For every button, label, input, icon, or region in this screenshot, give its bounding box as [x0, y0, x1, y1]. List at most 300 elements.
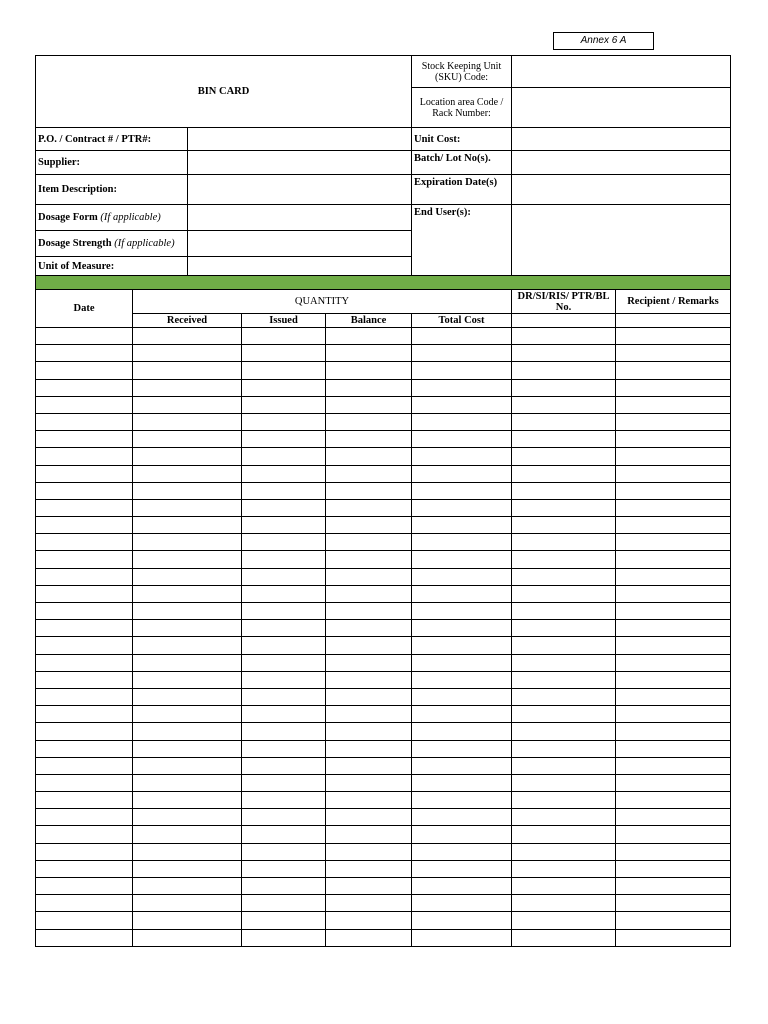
issued-cell[interactable] — [242, 878, 326, 895]
date-cell[interactable] — [36, 740, 133, 757]
balance-cell[interactable] — [326, 706, 412, 723]
date-cell[interactable] — [36, 413, 133, 430]
received-cell[interactable] — [133, 637, 242, 654]
balance-cell[interactable] — [326, 654, 412, 671]
recipient-cell[interactable] — [616, 723, 731, 740]
total-cost-cell[interactable] — [412, 328, 512, 345]
total-cost-cell[interactable] — [412, 465, 512, 482]
total-cost-cell[interactable] — [412, 774, 512, 791]
recipient-cell[interactable] — [616, 740, 731, 757]
received-cell[interactable] — [133, 929, 242, 946]
total-cost-cell[interactable] — [412, 912, 512, 929]
doc-number-cell[interactable] — [512, 534, 616, 551]
issued-cell[interactable] — [242, 362, 326, 379]
doc-number-cell[interactable] — [512, 482, 616, 499]
total-cost-cell[interactable] — [412, 809, 512, 826]
recipient-cell[interactable] — [616, 603, 731, 620]
ledger-row — [36, 792, 731, 809]
received-cell[interactable] — [133, 809, 242, 826]
date-cell[interactable] — [36, 774, 133, 791]
balance-cell[interactable] — [326, 328, 412, 345]
balance-cell[interactable] — [326, 603, 412, 620]
recipient-cell[interactable] — [616, 396, 731, 413]
issued-cell[interactable] — [242, 620, 326, 637]
dosage-strength-note: (If applicable) — [114, 238, 175, 249]
doc-number-cell[interactable] — [512, 499, 616, 516]
balance-cell[interactable] — [326, 671, 412, 688]
total-cost-cell[interactable] — [412, 637, 512, 654]
recipient-cell[interactable] — [616, 517, 731, 534]
doc-number-cell[interactable] — [512, 723, 616, 740]
recipient-cell[interactable] — [616, 413, 731, 430]
issued-cell[interactable] — [242, 517, 326, 534]
doc-number-cell[interactable] — [512, 517, 616, 534]
doc-number-cell[interactable] — [512, 448, 616, 465]
total-cost-cell[interactable] — [412, 757, 512, 774]
balance-cell[interactable] — [326, 878, 412, 895]
received-cell[interactable] — [133, 878, 242, 895]
received-cell[interactable] — [133, 860, 242, 877]
issued-cell[interactable] — [242, 585, 326, 602]
total-cost-cell[interactable] — [412, 826, 512, 843]
location-label: Location area Code / Rack Number: — [412, 88, 512, 128]
received-cell[interactable] — [133, 448, 242, 465]
issued-cell[interactable] — [242, 809, 326, 826]
balance-cell[interactable] — [326, 379, 412, 396]
received-cell[interactable] — [133, 499, 242, 516]
issued-cell[interactable] — [242, 912, 326, 929]
doc-number-cell[interactable] — [512, 774, 616, 791]
total-cost-cell[interactable] — [412, 671, 512, 688]
recipient-cell[interactable] — [616, 448, 731, 465]
recipient-cell[interactable] — [616, 551, 731, 568]
date-cell[interactable] — [36, 757, 133, 774]
item-description-field[interactable] — [188, 175, 412, 205]
doc-number-cell[interactable] — [512, 637, 616, 654]
date-cell[interactable] — [36, 723, 133, 740]
recipient-cell[interactable] — [616, 637, 731, 654]
total-cost-cell[interactable] — [412, 860, 512, 877]
ledger-row — [36, 482, 731, 499]
total-cost-cell[interactable] — [412, 654, 512, 671]
received-cell[interactable] — [133, 362, 242, 379]
date-cell[interactable] — [36, 792, 133, 809]
received-cell[interactable] — [133, 826, 242, 843]
doc-number-cell[interactable] — [512, 551, 616, 568]
issued-cell[interactable] — [242, 740, 326, 757]
recipient-cell[interactable] — [616, 345, 731, 362]
doc-number-cell[interactable] — [512, 396, 616, 413]
balance-cell[interactable] — [326, 499, 412, 516]
received-cell[interactable] — [133, 654, 242, 671]
unit-of-measure-label: Unit of Measure: — [36, 257, 188, 276]
balance-cell[interactable] — [326, 860, 412, 877]
po-field[interactable] — [188, 128, 412, 151]
recipient-cell[interactable] — [616, 379, 731, 396]
doc-number-cell[interactable] — [512, 895, 616, 912]
supplier-field[interactable] — [188, 151, 412, 175]
received-cell[interactable] — [133, 534, 242, 551]
date-cell[interactable] — [36, 654, 133, 671]
dosage-form-text: Dosage Form — [38, 212, 98, 223]
total-cost-cell[interactable] — [412, 482, 512, 499]
received-cell[interactable] — [133, 482, 242, 499]
date-cell[interactable] — [36, 568, 133, 585]
received-cell[interactable] — [133, 413, 242, 430]
date-cell[interactable] — [36, 706, 133, 723]
recipient-cell[interactable] — [616, 328, 731, 345]
received-cell[interactable] — [133, 585, 242, 602]
date-cell[interactable] — [36, 448, 133, 465]
balance-cell[interactable] — [326, 740, 412, 757]
balance-cell[interactable] — [326, 345, 412, 362]
total-cost-cell[interactable] — [412, 362, 512, 379]
received-cell[interactable] — [133, 568, 242, 585]
doc-number-cell[interactable] — [512, 465, 616, 482]
recipient-cell[interactable] — [616, 431, 731, 448]
expiration-label: Expiration Date(s) — [412, 175, 512, 205]
annex-label: Annex 6 A — [553, 32, 654, 50]
balance-cell[interactable] — [326, 912, 412, 929]
received-cell[interactable] — [133, 723, 242, 740]
issued-cell[interactable] — [242, 860, 326, 877]
total-cost-cell[interactable] — [412, 345, 512, 362]
date-cell[interactable] — [36, 809, 133, 826]
issued-cell[interactable] — [242, 379, 326, 396]
issued-cell[interactable] — [242, 534, 326, 551]
balance-cell[interactable] — [326, 396, 412, 413]
doc-number-cell[interactable] — [512, 860, 616, 877]
total-cost-header: Total Cost — [412, 314, 512, 328]
total-cost-cell[interactable] — [412, 620, 512, 637]
balance-cell[interactable] — [326, 517, 412, 534]
balance-cell[interactable] — [326, 929, 412, 946]
date-cell[interactable] — [36, 551, 133, 568]
ledger-row — [36, 895, 731, 912]
dosage-strength-label — [36, 231, 188, 257]
total-cost-cell[interactable] — [412, 929, 512, 946]
issued-cell[interactable] — [242, 706, 326, 723]
recipient-cell[interactable] — [616, 671, 731, 688]
ledger-row — [36, 379, 731, 396]
ledger-row — [36, 517, 731, 534]
date-cell[interactable] — [36, 465, 133, 482]
doc-number-cell[interactable] — [512, 585, 616, 602]
doc-number-cell[interactable] — [512, 431, 616, 448]
total-cost-cell[interactable] — [412, 568, 512, 585]
doc-number-cell[interactable] — [512, 843, 616, 860]
balance-cell[interactable] — [326, 568, 412, 585]
date-cell[interactable] — [36, 878, 133, 895]
date-cell[interactable] — [36, 843, 133, 860]
issued-cell[interactable] — [242, 568, 326, 585]
received-cell[interactable] — [133, 328, 242, 345]
dosage-form-label — [36, 205, 188, 231]
balance-cell[interactable] — [326, 551, 412, 568]
recipient-cell[interactable] — [616, 534, 731, 551]
doc-number-cell[interactable] — [512, 929, 616, 946]
doc-number-cell[interactable] — [512, 379, 616, 396]
date-cell[interactable] — [36, 826, 133, 843]
doc-number-cell[interactable] — [512, 328, 616, 345]
balance-cell[interactable] — [326, 774, 412, 791]
issued-cell[interactable] — [242, 345, 326, 362]
doc-number-cell[interactable] — [512, 878, 616, 895]
issued-cell[interactable] — [242, 499, 326, 516]
balance-cell[interactable] — [326, 482, 412, 499]
date-cell[interactable] — [36, 345, 133, 362]
issued-cell[interactable] — [242, 448, 326, 465]
total-cost-cell[interactable] — [412, 396, 512, 413]
recipient-cell[interactable] — [616, 362, 731, 379]
total-cost-cell[interactable] — [412, 688, 512, 705]
issued-cell[interactable] — [242, 757, 326, 774]
balance-cell[interactable] — [326, 809, 412, 826]
doc-number-cell[interactable] — [512, 809, 616, 826]
ledger-row — [36, 551, 731, 568]
total-cost-cell[interactable] — [412, 792, 512, 809]
date-cell[interactable] — [36, 620, 133, 637]
total-cost-cell[interactable] — [412, 603, 512, 620]
batch-field[interactable] — [512, 151, 731, 175]
received-cell[interactable] — [133, 603, 242, 620]
ledger-row — [36, 568, 731, 585]
unit-cost-field[interactable] — [512, 128, 731, 151]
recipient-cell[interactable] — [616, 809, 731, 826]
green-divider-bar — [36, 276, 731, 290]
issued-cell[interactable] — [242, 843, 326, 860]
issued-cell[interactable] — [242, 929, 326, 946]
ledger-row — [36, 929, 731, 946]
received-cell[interactable] — [133, 895, 242, 912]
received-cell[interactable] — [133, 706, 242, 723]
total-cost-cell[interactable] — [412, 706, 512, 723]
balance-cell[interactable] — [326, 637, 412, 654]
end-user-field[interactable] — [512, 205, 731, 276]
recipient-cell[interactable] — [616, 912, 731, 929]
balance-cell[interactable] — [326, 362, 412, 379]
received-cell[interactable] — [133, 431, 242, 448]
total-cost-cell[interactable] — [412, 878, 512, 895]
total-cost-cell[interactable] — [412, 413, 512, 430]
recipient-cell[interactable] — [616, 482, 731, 499]
received-header: Received — [133, 314, 242, 328]
ledger-row — [36, 465, 731, 482]
received-cell[interactable] — [133, 740, 242, 757]
recipient-cell[interactable] — [616, 774, 731, 791]
recipient-cell[interactable] — [616, 878, 731, 895]
doc-number-cell[interactable] — [512, 706, 616, 723]
received-cell[interactable] — [133, 465, 242, 482]
date-cell[interactable] — [36, 895, 133, 912]
quantity-header: QUANTITY — [133, 290, 512, 314]
balance-cell[interactable] — [326, 413, 412, 430]
issued-cell[interactable] — [242, 654, 326, 671]
recipient-cell[interactable] — [616, 688, 731, 705]
date-cell[interactable] — [36, 517, 133, 534]
issued-cell[interactable] — [242, 792, 326, 809]
dosage-form-note: (If applicable) — [100, 212, 161, 223]
recipient-cell[interactable] — [616, 654, 731, 671]
recipient-cell[interactable] — [616, 706, 731, 723]
date-cell[interactable] — [36, 671, 133, 688]
recipient-cell[interactable] — [616, 929, 731, 946]
issued-cell[interactable] — [242, 603, 326, 620]
balance-cell[interactable] — [326, 895, 412, 912]
recipient-cell[interactable] — [616, 620, 731, 637]
issued-cell[interactable] — [242, 637, 326, 654]
doc-number-cell[interactable] — [512, 345, 616, 362]
date-cell[interactable] — [36, 328, 133, 345]
recipient-cell[interactable] — [616, 499, 731, 516]
total-cost-cell[interactable] — [412, 448, 512, 465]
recipient-cell[interactable] — [616, 895, 731, 912]
ledger-row — [36, 413, 731, 430]
total-cost-cell[interactable] — [412, 499, 512, 516]
doc-number-cell[interactable] — [512, 912, 616, 929]
issued-cell[interactable] — [242, 396, 326, 413]
doc-number-header: DR/SI/RIS/ PTR/BL No. — [512, 290, 616, 314]
total-cost-cell[interactable] — [412, 379, 512, 396]
doc-number-cell[interactable] — [512, 740, 616, 757]
doc-number-cell[interactable] — [512, 792, 616, 809]
total-cost-cell[interactable] — [412, 723, 512, 740]
issued-cell[interactable] — [242, 671, 326, 688]
date-cell[interactable] — [36, 603, 133, 620]
ledger-row — [36, 603, 731, 620]
doc-number-cell[interactable] — [512, 826, 616, 843]
total-cost-cell[interactable] — [412, 585, 512, 602]
sku-field[interactable] — [512, 56, 731, 88]
date-cell[interactable] — [36, 396, 133, 413]
doc-number-cell[interactable] — [512, 620, 616, 637]
received-cell[interactable] — [133, 379, 242, 396]
recipient-cell[interactable] — [616, 757, 731, 774]
balance-cell[interactable] — [326, 585, 412, 602]
date-cell[interactable] — [36, 362, 133, 379]
received-cell[interactable] — [133, 843, 242, 860]
balance-cell[interactable] — [326, 723, 412, 740]
total-cost-cell[interactable] — [412, 895, 512, 912]
issued-cell[interactable] — [242, 551, 326, 568]
received-cell[interactable] — [133, 345, 242, 362]
date-cell[interactable] — [36, 637, 133, 654]
expiration-field[interactable] — [512, 175, 731, 205]
received-cell[interactable] — [133, 774, 242, 791]
issued-cell[interactable] — [242, 895, 326, 912]
received-cell[interactable] — [133, 688, 242, 705]
ledger-row — [36, 740, 731, 757]
total-cost-cell[interactable] — [412, 431, 512, 448]
balance-cell[interactable] — [326, 431, 412, 448]
ledger-row — [36, 328, 731, 345]
date-cell[interactable] — [36, 482, 133, 499]
issued-cell[interactable] — [242, 688, 326, 705]
received-cell[interactable] — [133, 792, 242, 809]
issued-cell[interactable] — [242, 482, 326, 499]
date-cell[interactable] — [36, 379, 133, 396]
date-cell[interactable] — [36, 912, 133, 929]
doc-number-cell[interactable] — [512, 757, 616, 774]
ledger-row — [36, 757, 731, 774]
balance-cell[interactable] — [326, 448, 412, 465]
received-cell[interactable] — [133, 551, 242, 568]
doc-number-cell[interactable] — [512, 671, 616, 688]
balance-cell[interactable] — [326, 826, 412, 843]
recipient-cell[interactable] — [616, 465, 731, 482]
received-cell[interactable] — [133, 671, 242, 688]
issued-cell[interactable] — [242, 465, 326, 482]
ledger-row — [36, 654, 731, 671]
total-cost-cell[interactable] — [412, 551, 512, 568]
doc-number-cell[interactable] — [512, 362, 616, 379]
balance-cell[interactable] — [326, 688, 412, 705]
date-cell[interactable] — [36, 688, 133, 705]
doc-number-cell[interactable] — [512, 654, 616, 671]
ledger-row — [36, 637, 731, 654]
total-cost-cell[interactable] — [412, 517, 512, 534]
ledger-row — [36, 912, 731, 929]
recipient-cell[interactable] — [616, 860, 731, 877]
total-cost-cell[interactable] — [412, 740, 512, 757]
doc-number-cell[interactable] — [512, 568, 616, 585]
received-cell[interactable] — [133, 912, 242, 929]
dosage-strength-field[interactable] — [188, 231, 412, 257]
issued-cell[interactable] — [242, 413, 326, 430]
recipient-cell[interactable] — [616, 585, 731, 602]
balance-cell[interactable] — [326, 792, 412, 809]
date-cell[interactable] — [36, 585, 133, 602]
supplier-label: Supplier: — [36, 151, 188, 175]
sku-label: Stock Keeping Unit (SKU) Code: — [412, 56, 512, 88]
balance-cell[interactable] — [326, 465, 412, 482]
balance-cell[interactable] — [326, 534, 412, 551]
item-description-label: Item Description: — [36, 175, 188, 205]
date-cell[interactable] — [36, 431, 133, 448]
doc-number-cell[interactable] — [512, 603, 616, 620]
issued-cell[interactable] — [242, 774, 326, 791]
doc-number-cell[interactable] — [512, 413, 616, 430]
total-cost-cell[interactable] — [412, 843, 512, 860]
recipient-cell[interactable] — [616, 843, 731, 860]
recipient-cell[interactable] — [616, 792, 731, 809]
recipient-cell[interactable] — [616, 568, 731, 585]
balance-cell[interactable] — [326, 620, 412, 637]
issued-cell[interactable] — [242, 328, 326, 345]
received-cell[interactable] — [133, 757, 242, 774]
total-cost-cell[interactable] — [412, 534, 512, 551]
date-cell[interactable] — [36, 929, 133, 946]
location-field[interactable] — [512, 88, 731, 128]
issued-cell[interactable] — [242, 826, 326, 843]
issued-cell[interactable] — [242, 723, 326, 740]
recipient-cell[interactable] — [616, 826, 731, 843]
received-cell[interactable] — [133, 620, 242, 637]
date-cell[interactable] — [36, 499, 133, 516]
received-cell[interactable] — [133, 517, 242, 534]
date-cell[interactable] — [36, 860, 133, 877]
dosage-form-field[interactable] — [188, 205, 412, 231]
balance-cell[interactable] — [326, 843, 412, 860]
ledger-row — [36, 809, 731, 826]
doc-number-cell[interactable] — [512, 688, 616, 705]
date-cell[interactable] — [36, 534, 133, 551]
issued-cell[interactable] — [242, 431, 326, 448]
ledger-body — [36, 328, 731, 947]
balance-cell[interactable] — [326, 757, 412, 774]
unit-of-measure-field[interactable] — [188, 257, 412, 276]
received-cell[interactable] — [133, 396, 242, 413]
